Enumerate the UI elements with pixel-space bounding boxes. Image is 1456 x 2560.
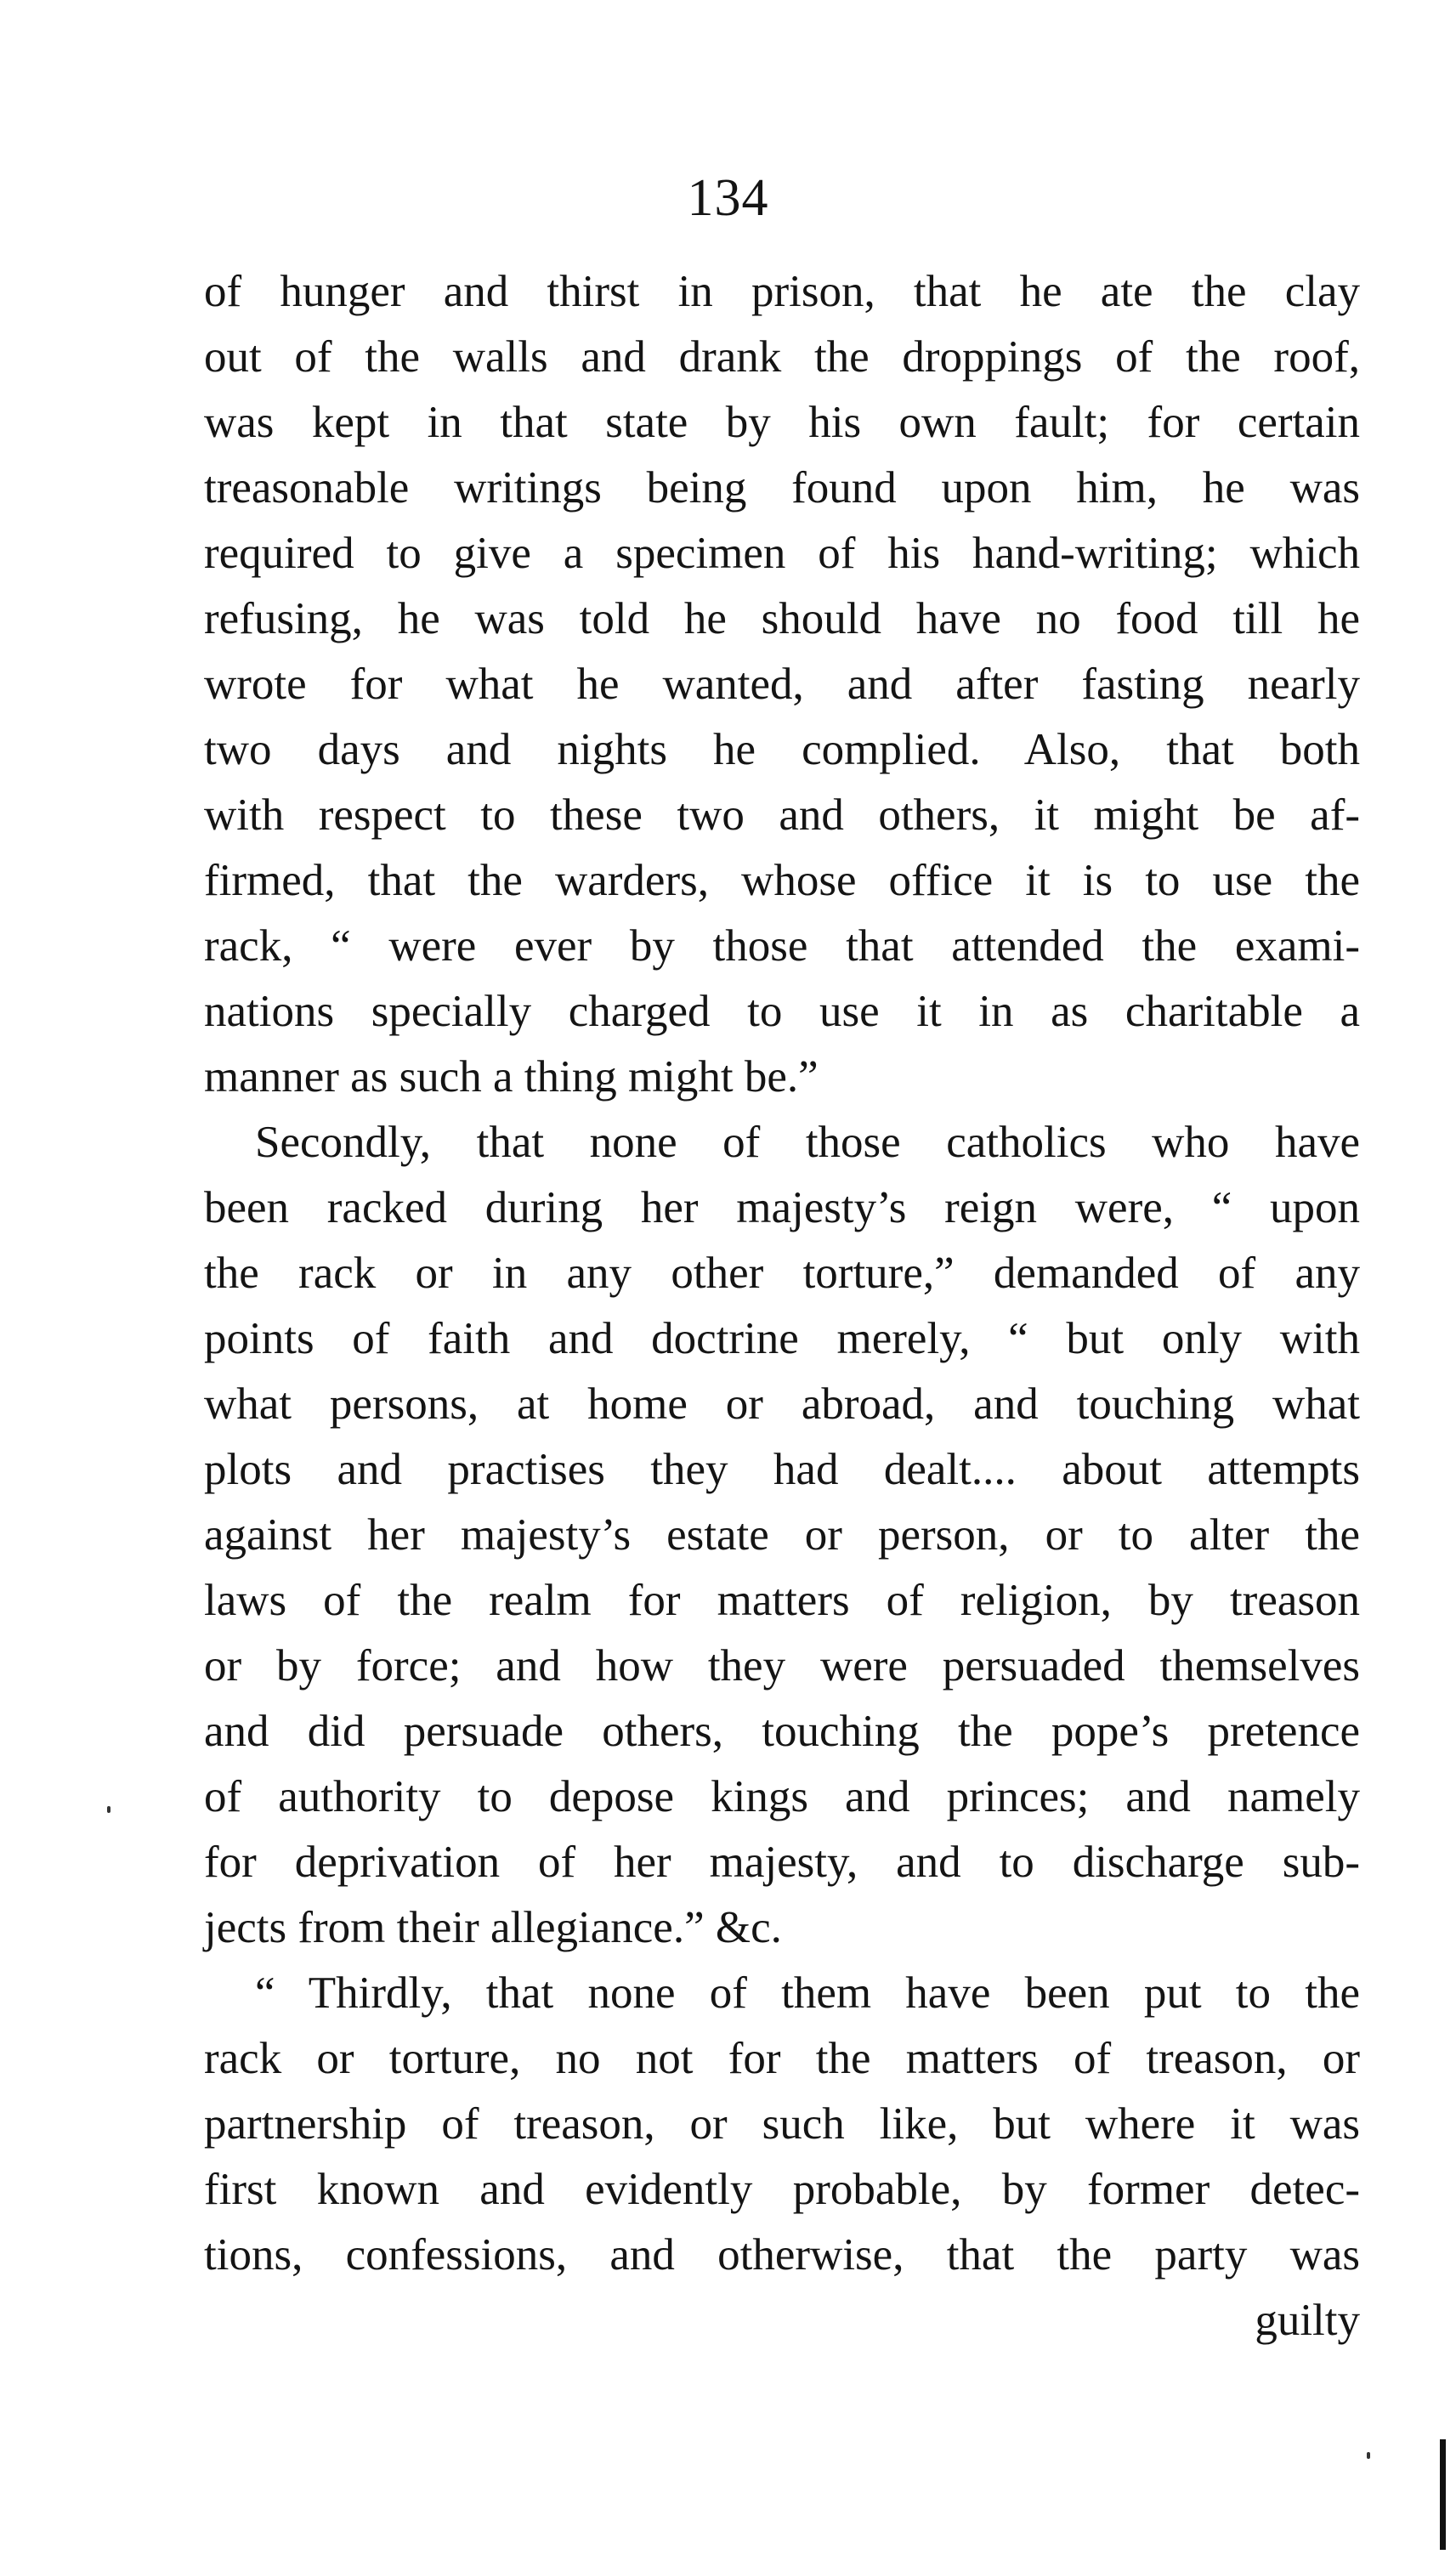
body-text [204,259,1360,2353]
text-line: “ Thirdly, that none of them have been put to the [255,1968,1360,2018]
text-line: was kept in that state by his own fault; for certain [204,398,1360,447]
text-line: Secondly, that none of those catholics who have [255,1118,1360,1167]
text-line: jects from their allegiance.” &c. [204,1903,782,1952]
text-line: of authority to depose kings and princes; and namely [204,1772,1360,1821]
text-line: treasonable writings being found upon him, he was [204,463,1360,513]
page-number: 134 [687,169,769,227]
text-line: two days and nights he complied. Also, that both [204,725,1360,774]
text-line: points of faith and doctrine merely, “ but only with [204,1314,1360,1363]
text-line: wrote for what he wanted, and after fasting nearly [204,660,1360,709]
text-line: firmed, that the warders, whose office it is to use the [204,856,1360,905]
text-line: against her majesty’s estate or person, or to alter the [204,1510,1360,1560]
text-line: the rack or in any other torture,” demanded of any [204,1249,1360,1298]
text-line: plots and practises they had dealt.... about attempts [204,1445,1360,1494]
text-line: with respect to these two and others, it might be af- [204,790,1360,840]
text-line: first known and evidently probable, by former detec- [204,2165,1360,2214]
print-speck [1367,2452,1370,2459]
text-line: what persons, at home or abroad, and touching what [204,1379,1360,1429]
text-line: partnership of treason, or such like, but where it was [204,2099,1360,2149]
text-line: or by force; and how they were persuaded themselves [204,1641,1360,1691]
text-line: been racked during her majesty’s reign were, “ upon [204,1183,1360,1232]
text-line: tions, confessions, and otherwise, that the party was [204,2230,1360,2280]
text-line: required to give a specimen of his hand-writing; which [204,529,1360,578]
text-line: manner as such a thing might be.” [204,1052,819,1102]
text-line: refusing, he was told he should have no food till he [204,594,1360,643]
text-line: rack or torture, no not for the matters of treason, or [204,2034,1360,2083]
print-speck [107,1806,110,1813]
text-line: for deprivation of her majesty, and to discharge sub- [204,1838,1360,1887]
catchword: guilty [1255,2296,1360,2345]
text-line: laws of the realm for matters of religion, by treason [204,1576,1360,1625]
text-line: and did persuade others, touching the pope’s pretence [204,1707,1360,1756]
text-line: of hunger and thirst in prison, that he ate the clay [204,267,1360,316]
text-line: nations specially charged to use it in as charitable a [204,987,1360,1036]
text-line: out of the walls and drank the droppings of the roof, [204,332,1360,382]
page-edge-mark [1440,2439,1446,2550]
text-line: rack, “ were ever by those that attended the exami- [204,921,1360,971]
